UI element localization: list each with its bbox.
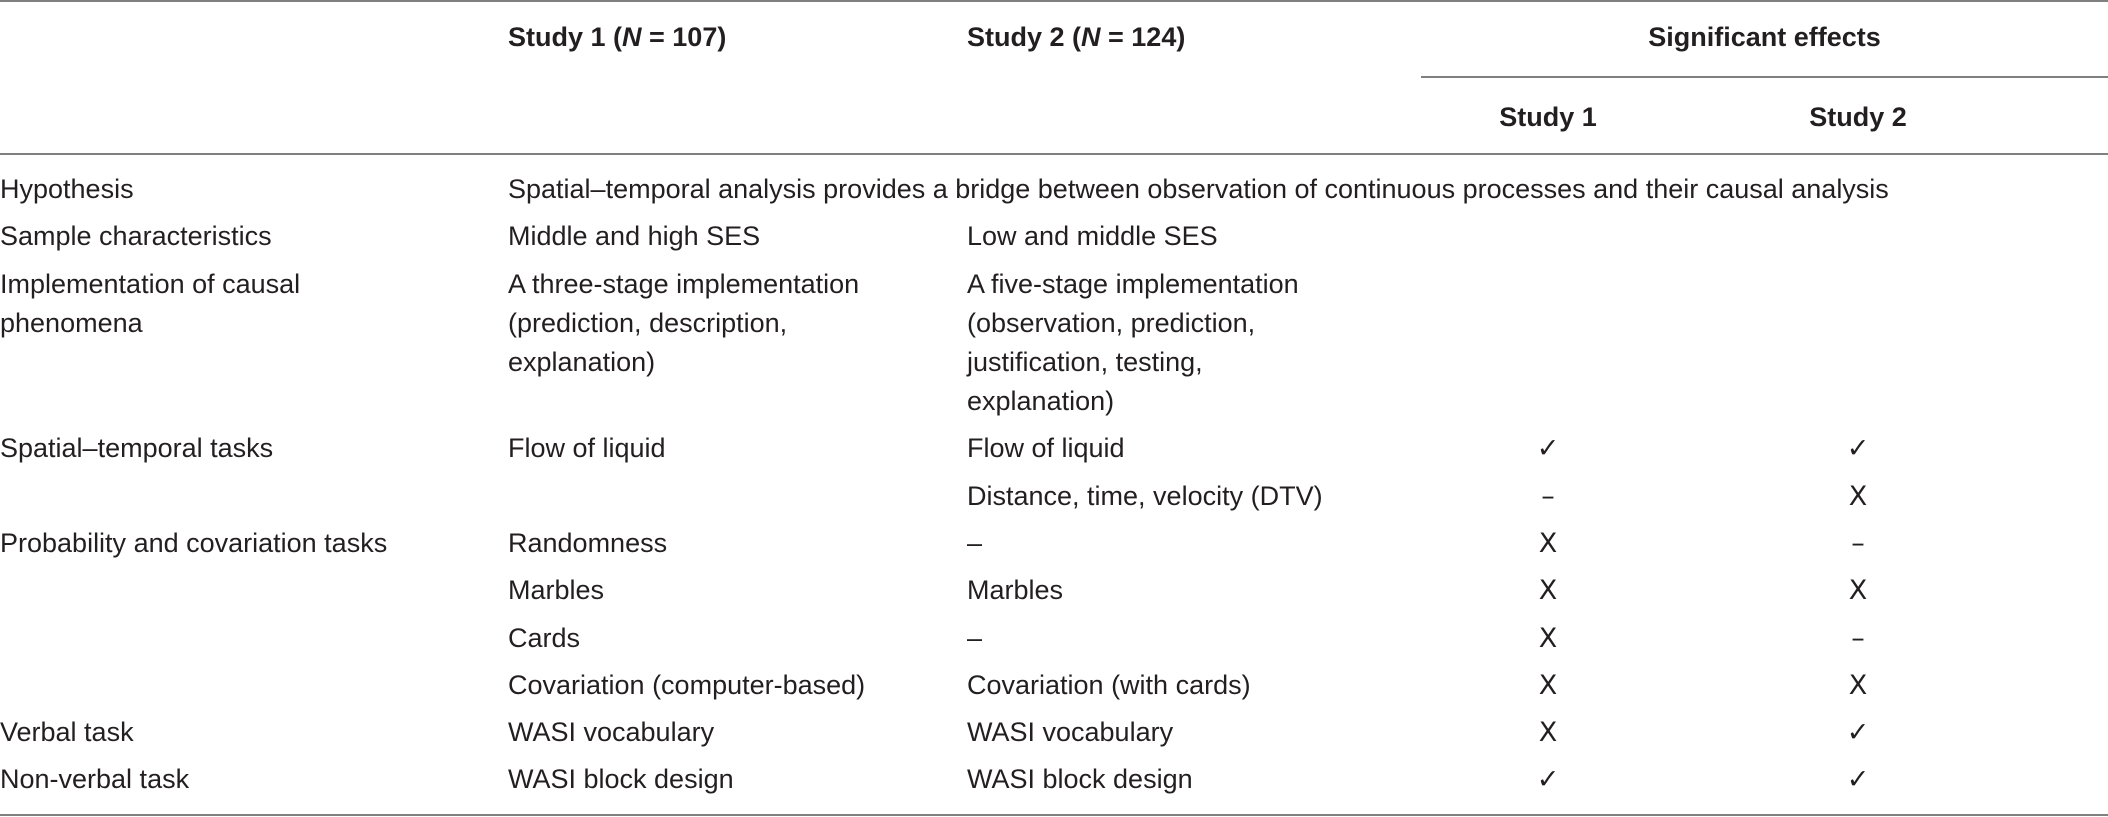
header-sig-study1: Study 1 [1499,102,1597,132]
covariation-study1: Covariation (computer-based) [508,670,866,700]
dtv-effect-study1: – [1541,481,1555,512]
dtv-effect-study2: X [1848,481,1868,512]
sample-study2: Low and middle SES [967,221,1218,251]
verbal-study1: WASI vocabulary [508,717,715,747]
implementation-study2-line3: justification, testing, [967,347,1203,377]
table-top-rule [0,0,2108,2]
row-label-hypothesis: Hypothesis [0,174,134,204]
cards-study2: – [967,623,983,653]
cards-effect-study2: – [1851,623,1865,654]
nonverbal-study1: WASI block design [508,764,734,794]
header-bottom-rule [0,153,2108,155]
implementation-study1-line2: (prediction, description, [508,308,788,338]
row-label-implementation-2: phenomena [0,308,143,338]
implementation-study2-line1: A five-stage implementation [967,269,1299,299]
verbal-study2: WASI vocabulary [967,717,1174,747]
verbal-effect-study2: ✓ [1846,717,1870,748]
randomness-effect-study1: X [1538,528,1558,559]
flow-study2: Flow of liquid [967,433,1125,463]
flow-effect-study2: ✓ [1846,433,1870,464]
covariation-effect-study2: X [1848,670,1868,701]
randomness-study1: Randomness [508,528,668,558]
row-label-implementation-1: Implementation of causal [0,269,301,299]
row-label-nonverbal: Non-verbal task [0,764,190,794]
row-label-verbal: Verbal task [0,717,134,747]
header-study2: Study 2 (N = 124) [967,22,1186,52]
flow-effect-study1: ✓ [1536,433,1560,464]
nonverbal-effect-study2: ✓ [1846,764,1870,795]
row-label-spatial-temporal: Spatial–temporal tasks [0,433,274,463]
row-label-probability: Probability and covariation tasks [0,528,388,558]
marbles-study2: Marbles [967,575,1064,605]
verbal-effect-study1: X [1538,717,1558,748]
implementation-study1-line3: explanation) [508,347,656,377]
hypothesis-text: Spatial–temporal analysis provides a bridge between observation of continuous processes and their causal analysis [508,174,1889,204]
marbles-study1: Marbles [508,575,605,605]
significant-effects-rule [1421,76,2108,78]
dtv-study2: Distance, time, velocity (DTV) [967,481,1323,511]
marbles-effect-study1: X [1538,575,1558,606]
header-sig-study2: Study 2 [1809,102,1907,132]
cards-study1: Cards [508,623,581,653]
header-study1: Study 1 (N = 107) [508,22,727,52]
covariation-study2: Covariation (with cards) [967,670,1251,700]
flow-study1: Flow of liquid [508,433,666,463]
sample-study1: Middle and high SES [508,221,761,251]
nonverbal-study2: WASI block design [967,764,1193,794]
implementation-study2-line2: (observation, prediction, [967,308,1256,338]
implementation-study1-line1: A three-stage implementation [508,269,860,299]
header-significant-effects: Significant effects [1648,22,1881,52]
randomness-study2: – [967,528,983,558]
covariation-effect-study1: X [1538,670,1558,701]
row-label-sample: Sample characteristics [0,221,272,251]
table-bottom-rule [0,814,2108,816]
implementation-study2-line4: explanation) [967,386,1115,416]
randomness-effect-study2: – [1851,528,1865,559]
marbles-effect-study2: X [1848,575,1868,606]
cards-effect-study1: X [1538,623,1558,654]
nonverbal-effect-study1: ✓ [1536,764,1560,795]
